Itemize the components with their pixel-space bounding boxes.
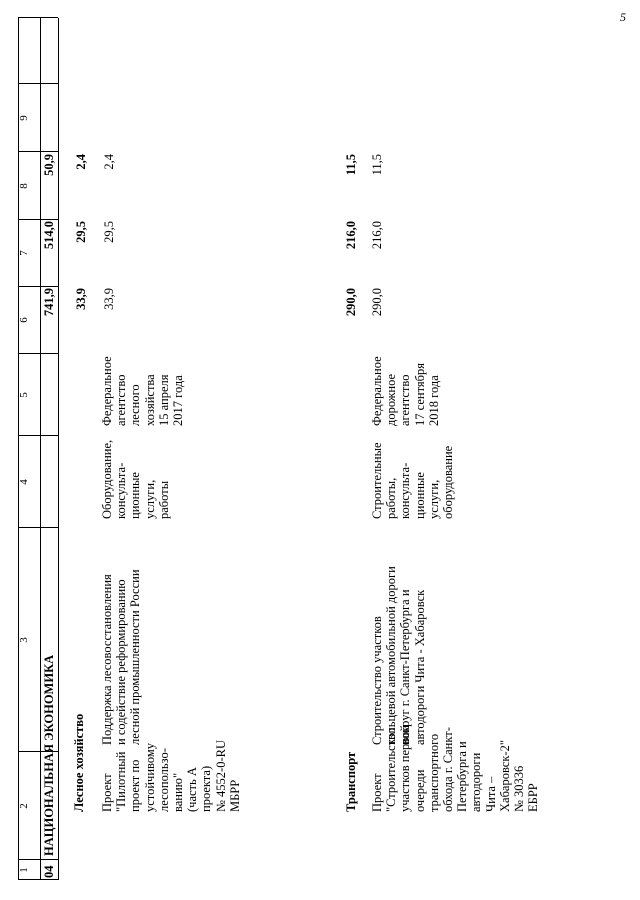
- transport-executor-deadline: [370, 356, 441, 426]
- text-line: Строительные: [370, 442, 384, 519]
- col-divider: [18, 286, 58, 287]
- text-line: дорожное: [384, 373, 399, 426]
- text-line: (часть А: [185, 767, 200, 812]
- text-line: ционные: [128, 472, 143, 519]
- text-line: обхода г. Санкт-: [441, 727, 456, 812]
- text-line: хозяйства: [142, 374, 157, 426]
- section-row-border: [58, 18, 59, 880]
- text-line: № 30336: [512, 765, 527, 812]
- text-line: 2018 года: [426, 375, 441, 426]
- page-number: 5: [620, 10, 626, 24]
- text-line: Петербурга и: [455, 741, 470, 812]
- forestry-c8: 2,4: [102, 154, 116, 170]
- transport-c8: 11,5: [370, 154, 384, 176]
- transport-expense-types: [370, 442, 455, 519]
- text-line: Федеральное: [370, 356, 384, 426]
- transport-c7: 216,0: [370, 221, 384, 250]
- col-divider: [18, 353, 58, 354]
- text-line: "Пилотный: [114, 751, 129, 812]
- transport-c6: 290,0: [370, 288, 384, 317]
- text-line: агентство: [398, 374, 413, 426]
- col-divider: [18, 435, 58, 436]
- text-line: ванию": [171, 772, 186, 812]
- text-line: очереди: [412, 769, 427, 812]
- text-line: консульта-: [114, 462, 129, 519]
- section-total-c7: 514,0: [42, 221, 56, 250]
- text-line: оборудование: [441, 445, 456, 519]
- text-line: вокруг г. Санкт-Петербурга и: [398, 589, 413, 745]
- section-total-c6: 741,9: [42, 288, 56, 317]
- forestry-c7: 29,5: [102, 221, 116, 243]
- col-number-9: 9: [18, 115, 30, 121]
- text-line: МБРР: [227, 779, 242, 812]
- col-divider: [18, 219, 58, 220]
- transport-project-goal: [370, 566, 427, 745]
- col-divider: [18, 83, 58, 84]
- text-line: 15 апреля: [156, 374, 171, 426]
- col-number-5: 5: [18, 392, 30, 398]
- text-line: ционные: [412, 472, 427, 519]
- forestry-total-c8: 2,4: [74, 154, 88, 170]
- text-line: Федеральное: [100, 356, 114, 426]
- forestry-c6: 33,9: [102, 288, 116, 310]
- text-line: автодороги: [469, 752, 484, 812]
- forestry-title: Лесное хозяйство: [72, 713, 86, 812]
- text-line: работы: [156, 480, 171, 519]
- text-line: услуги,: [142, 479, 157, 519]
- col-number-6: 6: [18, 317, 30, 323]
- text-line: услуги,: [426, 479, 441, 519]
- text-line: № 4552-0-RU: [213, 740, 228, 812]
- transport-total-c6: 290,0: [344, 288, 358, 317]
- forestry-expense-types: [100, 440, 171, 519]
- text-line: лесного: [128, 384, 143, 426]
- text-line: Чита –: [483, 776, 498, 812]
- forestry-total-c7: 29,5: [74, 221, 88, 243]
- forestry-project-name: [100, 740, 242, 812]
- text-line: Поддержка лесовосстановления: [100, 574, 114, 745]
- text-line: Оборудование,: [100, 439, 114, 519]
- text-line: работы,: [384, 477, 399, 519]
- text-line: "Строительство: [384, 727, 399, 812]
- text-line: лесной промышленности России: [128, 569, 143, 745]
- text-line: проект по: [128, 759, 143, 812]
- text-line: устойчивому: [142, 742, 157, 812]
- section-code: 04: [42, 865, 56, 878]
- text-line: консульта-: [398, 462, 413, 519]
- text-line: и содействие реформированию: [114, 579, 129, 745]
- forestry-project-goal: [100, 569, 143, 745]
- section-title: НАЦИОНАЛЬНАЯ ЭКОНОМИКА: [42, 654, 56, 856]
- col-number-3: 3: [18, 637, 30, 643]
- text-line: Проект: [370, 773, 384, 812]
- forestry-total-c6: 33,9: [74, 288, 88, 310]
- section-total-c8: 50,9: [42, 154, 56, 176]
- col-number-7: 7: [18, 250, 30, 256]
- col-number-1: 1: [18, 867, 30, 873]
- col-number-8: 8: [18, 183, 30, 189]
- text-line: Хабаровск-2": [497, 740, 512, 812]
- text-line: Строительство участков: [370, 616, 384, 745]
- text-line: 17 сентября: [412, 363, 427, 426]
- text-line: проекта): [199, 765, 214, 812]
- text-line: кольцевой автомобильной дороги: [384, 566, 399, 745]
- col-number-2: 2: [18, 803, 30, 809]
- text-line: 2017 года: [171, 375, 186, 426]
- col-divider: [18, 17, 58, 18]
- col-divider: [18, 151, 58, 152]
- transport-title: Транспорт: [344, 751, 358, 812]
- text-line: транспортного: [426, 733, 441, 812]
- text-line: агентство: [114, 374, 129, 426]
- text-line: Проект: [100, 773, 114, 812]
- forestry-executor-deadline: [100, 356, 185, 426]
- text-line: автодороги Чита - Хабаровск: [412, 589, 427, 745]
- col-number-4: 4: [18, 479, 30, 485]
- text-line: лесопользо-: [156, 748, 171, 812]
- text-line: ЕБРР: [526, 783, 541, 812]
- transport-total-c7: 216,0: [344, 221, 358, 250]
- transport-total-c8: 11,5: [344, 154, 358, 176]
- col-divider: [18, 527, 58, 528]
- text-line: участков первой: [398, 724, 413, 812]
